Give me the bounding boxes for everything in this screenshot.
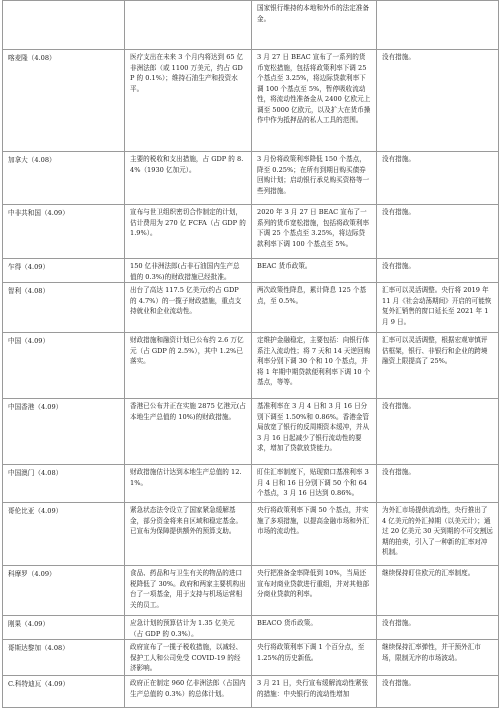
table-row (3, 566, 499, 616)
country-cell: 中国香港（4.09） (3, 399, 125, 465)
fiscal-measures-cell: 政府正在制定 960 亿非洲法郎（占国内生产总值的 0.3%）的总体计划。 (125, 676, 252, 708)
fx-measures-cell: 没有措施。 (377, 676, 499, 708)
fx-measures-cell: 没有措施。 (377, 616, 499, 640)
fiscal-measures-cell: 主要的税收和支出措施，占 GDP 的 8.4%（1930 亿加元）。 (125, 152, 252, 205)
table-row (3, 152, 499, 205)
fiscal-measures-cell (125, 1, 252, 50)
country-cell: 喀麦隆（4.08） (3, 50, 125, 152)
fiscal-measures-cell: 医疗支出在未来 3 个月内将达到 65 亿非洲法郎（或 1100 万美元，约占 GDP 的 0.1%）；维持石油生产和投资水平。 (125, 50, 252, 152)
monetary-measures-cell: 2020 年 3 月 27 日 BEAC 宣布了一系列的货币宽松措施，包括将政策利率下调 25 个基点至 3.25%，将边际贷款利率下调 100 个基点至 5%。 (252, 205, 377, 259)
monetary-measures-cell: 盯住汇率制度下，贴现窗口基准利率 3 月 4 日和 16 日分别下调 50 个和 64 个基点，3 月 16 日达到 0.86%。 (252, 465, 377, 503)
country-cell: C.科特迪瓦（4.09） (3, 676, 125, 708)
fiscal-measures-cell: 财政措施估计达到本地生产总值的 12.1%。 (125, 465, 252, 503)
table-row (3, 333, 499, 399)
monetary-measures-cell: 央行将政策利率下调 1 个百分点，至 1.25%的历史新低。 (252, 640, 377, 676)
country-cell: 乍得（4.09） (3, 259, 125, 283)
country-cell (3, 1, 125, 50)
table-row (3, 205, 499, 259)
fiscal-measures-cell: 150 亿非洲法郎(占非石油国内生产总值的 0.3%)的财政措施已经批准。 (125, 259, 252, 283)
monetary-measures-cell: 定维护金融稳定，主要包括：向银行体系注入流动性；将 7 天和 14 天逆回购利率分别下调 30 个和 10 个基点，并将 1 年期中期贷款便利利率下调 10 个基点，等等。 (252, 333, 377, 399)
table-row (3, 503, 499, 566)
table-row (3, 1, 499, 50)
monetary-measures-cell: 两次政策性降息，累计降息 125 个基点，至 0.5%。 (252, 283, 377, 333)
table-row (3, 283, 499, 333)
country-cell: 加拿大（4.08） (3, 152, 125, 205)
fx-measures-cell: 没有措施。 (377, 152, 499, 205)
table-row (3, 616, 499, 640)
monetary-measures-cell: 3 月份将政策利率降低 150 个基点，降至 0.25%；在所有到期日购买债券回购计划；启动银行承兑购买资格等一些列措施。 (252, 152, 377, 205)
table-row (3, 676, 499, 708)
fx-measures-cell: 继续保持汇率弹性，并干预外汇市场，限制无序的市场波动。 (377, 640, 499, 676)
fx-measures-cell (377, 1, 499, 50)
country-cell: 刚果（4.09） (3, 616, 125, 640)
table-row (3, 399, 499, 465)
fiscal-measures-cell: 出台了高达 117.5 亿美元(约占 GDP 的 4.7%）的一揽子财政措施，重点支持就业和企业流动性。 (125, 283, 252, 333)
fx-measures-cell: 没有措施。 (377, 259, 499, 283)
monetary-measures-cell: 3 月 27 日 BEAC 宣布了一系列的货币宽松措施，包括将政策利率下调 25 个基点至 3.25%，将边际贷款利率下调 100 个基点至 5%，暂停吸收流动性，将流动性准备金从 2400 亿欧元上调至 5000 亿欧元，以及扩大在货币操作中作为抵押品的私人工具的范围。 (252, 50, 377, 152)
table-row (3, 465, 499, 503)
fiscal-measures-cell: 紧急状态法令设立了国家紧急缓解基金，部分资金将来自区域和稳定基金。已宣布为保障提供额外的预算支助。 (125, 503, 252, 566)
monetary-measures-cell: 央行把准备金率降低到 10%，当局还宣布对商业贷款进行重组，并对其他部分商业贷款的利率。 (252, 566, 377, 616)
country-cell: 哥斯达黎加（4.08） (3, 640, 125, 676)
fiscal-measures-cell: 香港已公布并正在实施 2875 亿港元(占本地生产总值的 10%)的财政措施。 (125, 399, 252, 465)
table-row (3, 640, 499, 676)
fx-measures-cell: 为外汇市场提供流动性，央行推出了 4 亿美元的外汇掉期（以美元计）；通过 20 亿美元 30 天到期的不可交割远期的拍卖，引入了一种新的汇率对冲机制。 (377, 503, 499, 566)
country-cell: 中国澳门（4.08） (3, 465, 125, 503)
table-row (3, 50, 499, 152)
monetary-measures-cell: BEACO 货币政策。 (252, 616, 377, 640)
country-cell: 中国（4.09） (3, 333, 125, 399)
fiscal-measures-cell: 食品、药品和与卫生有关的物品的进口税降低了 30%。政府和两家主要机构出台了一项基金，用于支持与机场运营相关的员工。 (125, 566, 252, 616)
monetary-measures-cell: 国家银行维持的本地和外币的法定准备金。 (252, 1, 377, 50)
fx-measures-cell: 没有措施。 (377, 465, 499, 503)
fx-measures-cell: 汇率可以灵活调整。央行将 2019 年 11 月《社会动荡期间》开启的可能恢复外汇销售的窗口延长至 2021 年 1 月 9 日。 (377, 283, 499, 333)
fiscal-measures-cell: 宣布与世卫组织密切合作制定的计划，估计费用为 270 亿 FCFA（占 GDP 的 1.9%）。 (125, 205, 252, 259)
fiscal-measures-cell: 财政措施和融资计划已公布约 2.6 万亿元（占 GDP 的 2.5%），其中 1.2%已落实。 (125, 333, 252, 399)
monetary-measures-cell: 央行将政策利率下调 50 个基点，并实施了多项措施，以提高金融市场和外汇市场的流动性。 (252, 503, 377, 566)
table-row (3, 259, 499, 283)
fiscal-measures-cell: 应急计划的预算估计为 1.35 亿美元（占 GDP 的 0.3%）。 (125, 616, 252, 640)
fx-measures-cell: 没有措施。 (377, 399, 499, 465)
fx-measures-cell: 没有措施。 (377, 205, 499, 259)
policy-measures-table (2, 0, 499, 708)
monetary-measures-cell: 基准利率在 3 月 4 日和 3 月 16 日分别下调至 1.50%和 0.86%。香港金管局放宽了银行的反周期资本缓冲，并从 3 月 16 日起减少了银行流动性的要求，增加了贷款放贷能力。 (252, 399, 377, 465)
fx-measures-cell: 汇率可以灵活调整，根据宏观审慎评估框架，银行、非银行和企业的跨境融资上限提高了 25%。 (377, 333, 499, 399)
fx-measures-cell: 继续保持盯住欧元的汇率制度。 (377, 566, 499, 616)
country-cell: 中非共和国（4.09） (3, 205, 125, 259)
country-cell: 智利（4.08） (3, 283, 125, 333)
monetary-measures-cell: 3 月 21 日，央行宣布缓解流动性紧张的措施：中央银行的流动性增加 (252, 676, 377, 708)
monetary-measures-cell: BEAC 货币政策。 (252, 259, 377, 283)
country-cell: 哥伦比亚（4.09） (3, 503, 125, 566)
fiscal-measures-cell: 政府宣布了一揽子税收措施，以减轻、保护工人和公司免受 COVID-19 的经济影响。 (125, 640, 252, 676)
fx-measures-cell: 没有措施。 (377, 50, 499, 152)
country-cell: 科摩罗（4.09） (3, 566, 125, 616)
